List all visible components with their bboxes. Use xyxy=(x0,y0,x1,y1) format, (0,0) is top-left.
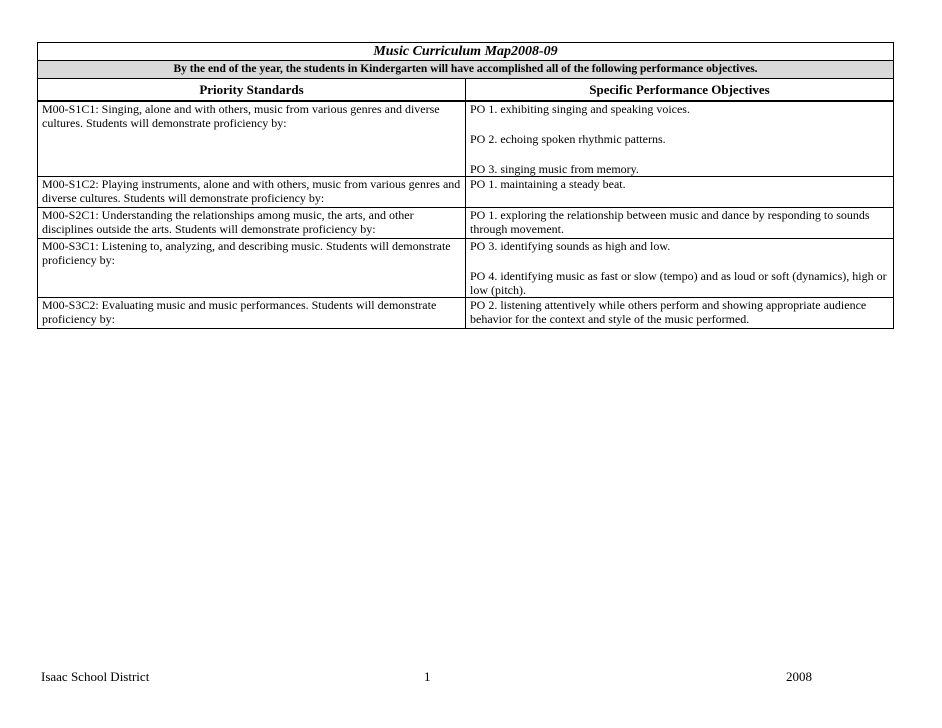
objective-text: PO 4. identifying music as fast or slow (tempo) and as loud or soft (dynamics), high or low (pitch). xyxy=(470,269,887,297)
table-row xyxy=(38,208,894,239)
standard-cell xyxy=(38,298,466,329)
standard-cell xyxy=(38,239,466,298)
objective-text: PO 3. identifying sounds as high and low. xyxy=(470,239,671,253)
header-row xyxy=(38,79,894,102)
table-row xyxy=(38,239,894,298)
footer-district: Isaac School District xyxy=(41,669,150,684)
objective-text: PO 1. maintaining a steady beat. xyxy=(470,177,626,191)
objectives-cell xyxy=(466,298,894,329)
objective-text: PO 1. exploring the relationship between music and dance by responding to sounds through movement. xyxy=(470,208,870,236)
table-row xyxy=(38,101,894,177)
footer-year: 2008 xyxy=(786,669,812,684)
objectives-cell xyxy=(466,208,894,239)
standard-text: M00-S2C1: Understanding the relationships among music, the arts, and other disciplines outside the arts. Students will demonstrate proficiency by: xyxy=(42,208,414,236)
standard-cell xyxy=(38,177,466,208)
document-title: Music Curriculum Map2008-09 xyxy=(38,43,894,61)
footer-page-number: 1 xyxy=(424,669,431,684)
header-performance-objectives: Specific Performance Objectives xyxy=(466,79,894,102)
title-row xyxy=(38,43,894,61)
standard-cell xyxy=(38,101,466,177)
objective-text: PO 3. singing music from memory. xyxy=(470,162,639,176)
curriculum-table xyxy=(37,42,894,329)
document-subtitle: By the end of the year, the students in Kindergarten will have accomplished all of the following performance objectives. xyxy=(38,61,894,79)
standard-text: M00-S3C1: Listening to, analyzing, and describing music. Students will demonstrate proficiency by: xyxy=(42,239,451,267)
objective-text: PO 2. listening attentively while others perform and showing appropriate audience behavior for the context and style of the music performed. xyxy=(470,298,867,326)
standard-text: M00-S1C2: Playing instruments, alone and with others, music from various genres and diverse cultures. Students will demonstrate proficiency by: xyxy=(42,177,461,205)
standard-text: M00-S1C1: Singing, alone and with others, music from various genres and diverse cultures. Students will demonstrate proficiency by: xyxy=(42,102,440,130)
header-priority-standards: Priority Standards xyxy=(38,79,466,102)
objectives-cell xyxy=(466,177,894,208)
table-row xyxy=(38,298,894,329)
objective-text: PO 1. exhibiting singing and speaking voices. xyxy=(470,102,690,116)
table-row xyxy=(38,177,894,208)
objectives-cell xyxy=(466,239,894,298)
standard-text: M00-S3C2: Evaluating music and music performances. Students will demonstrate proficiency by: xyxy=(42,298,437,326)
subtitle-row xyxy=(38,61,894,79)
standard-cell xyxy=(38,208,466,239)
objective-text: PO 2. echoing spoken rhythmic patterns. xyxy=(470,132,666,146)
objectives-cell xyxy=(466,101,894,177)
